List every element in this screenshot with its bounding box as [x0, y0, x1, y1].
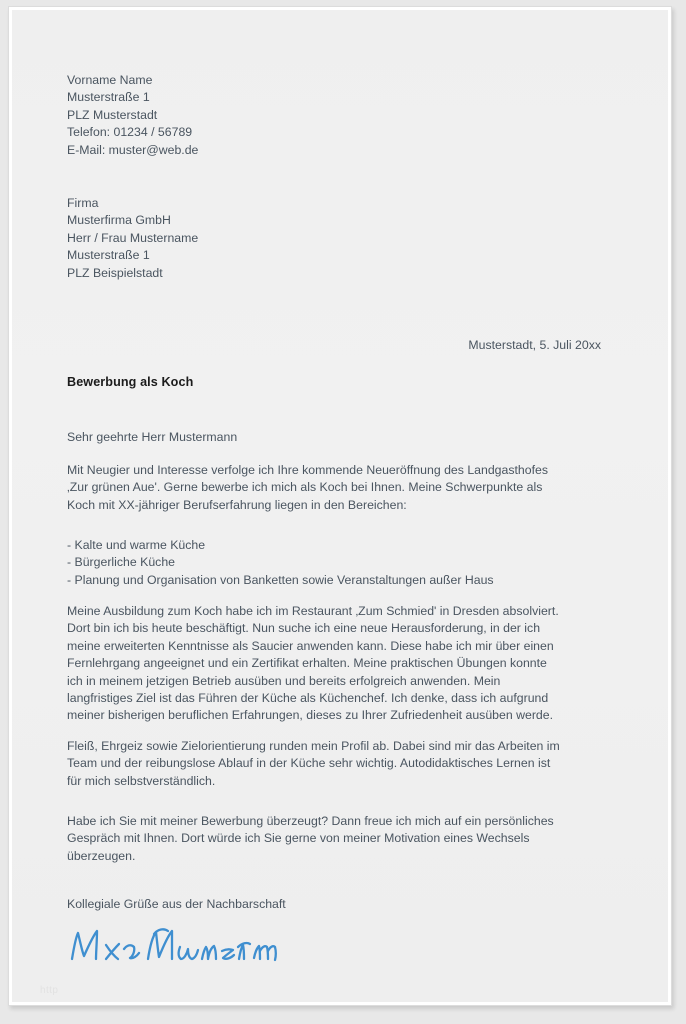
paragraph-line: Team und der reibungslose Ablauf in der Küche sehr wichtig. Autodidaktisches Lernen ist	[67, 756, 551, 771]
sender-line: E-Mail: muster@web.de	[67, 142, 199, 157]
list-item: - Bürgerliche Küche	[67, 555, 175, 570]
letter-body	[12, 10, 668, 1002]
sender-line: Musterstraße 1	[67, 90, 150, 105]
closing-line: Kollegiale Grüße aus der Nachbarschaft	[67, 897, 286, 911]
recipient-line: Herr / Frau Mustername	[67, 230, 199, 245]
body-paragraph-2	[67, 603, 618, 725]
paragraph-line: langfristiges Ziel ist das Führen der Küche als Küchenchef. Ich denke, dass ich aufgrund	[67, 691, 549, 706]
paragraph-line: Dort bin ich bis heute beschäftigt. Nun suche ich eine neue Herausforderung, in der ich	[67, 621, 541, 636]
recipient-line: Firma	[67, 196, 99, 210]
paragraph-line: Habe ich Sie mit meiner Bewerbung überzeugt? Dann freue ich mich auf ein persönliches	[67, 814, 554, 828]
recipient-line: PLZ Beispielstadt	[67, 265, 163, 280]
sender-line: Vorname Name	[67, 73, 153, 87]
page-frame	[8, 6, 672, 1006]
paragraph-line: Meine Ausbildung zum Koch habe ich im Restaurant ‚Zum Schmied' in Dresden absolviert.	[67, 604, 559, 618]
paragraph-line: meiner bisherigen beruflichen Erfahrungen, dieses zu Ihrer Zufriedenheit ausüben werde.	[67, 708, 554, 723]
list-item: - Kalte und warme Küche	[67, 538, 206, 552]
handwritten-signature-strokes	[68, 925, 278, 971]
recipient-address-block	[67, 195, 198, 282]
paragraph-line: Gespräch mit Ihnen. Dort würde ich Sie gerne von meiner Motivation eines Wechsels	[67, 831, 530, 846]
body-paragraph-3	[67, 738, 615, 790]
sender-address-block	[67, 72, 198, 159]
sender-line: PLZ Musterstadt	[67, 107, 158, 122]
list-item: - Planung und Organisation von Banketten sowie Veranstaltungen außer Haus	[67, 572, 494, 587]
recipient-line: Musterfirma GmbH	[67, 213, 171, 228]
paragraph-line: Fernlehrgang angeeignet und ein Zertifikat erhalten. Meine praktischen Übungen konnte	[67, 656, 547, 671]
paragraph-line: meine erweiterten Kenntnisse als Saucier anwenden kann. Diese habe ich mir über einen	[67, 638, 554, 653]
subject-heading: Bewerbung als Koch	[67, 375, 194, 389]
paragraph-line: Koch mit XX-jähriger Berufserfahrung liegen in den Bereichen:	[67, 497, 407, 512]
letter-page	[12, 10, 668, 1002]
body-paragraph-1	[67, 462, 613, 514]
paragraph-line: überzeugen.	[67, 848, 136, 863]
paragraph-line: ‚Zur grünen Aue'. Gerne bewerbe ich mich als Koch bei Ihnen. Meine Schwerpunkte als	[67, 480, 543, 495]
body-paragraph-4	[67, 813, 615, 865]
sender-line: Telefon: 01234 / 56789	[67, 125, 193, 140]
skills-list	[67, 537, 613, 589]
date-line: Musterstadt, 5. Juli 20xx	[468, 338, 601, 352]
signature	[68, 925, 278, 971]
paragraph-line: Mit Neugier und Interesse verfolge ich Ihre kommende Neueröffnung des Landgasthofes	[67, 463, 549, 477]
paragraph-line: für mich selbstverständlich.	[67, 773, 216, 788]
paragraph-line: ich in meinem jetzigen Betrieb ausüben und bereits erfolgreich anwenden. Mein	[67, 673, 501, 688]
recipient-line: Musterstraße 1	[67, 248, 150, 263]
paragraph-line: Fleiß, Ehrgeiz sowie Zielorientierung runden mein Profil ab. Dabei sind mir das Arbeiten im	[67, 739, 560, 753]
salutation: Sehr geehrte Herr Mustermann	[67, 430, 238, 444]
watermark: http	[40, 985, 59, 996]
